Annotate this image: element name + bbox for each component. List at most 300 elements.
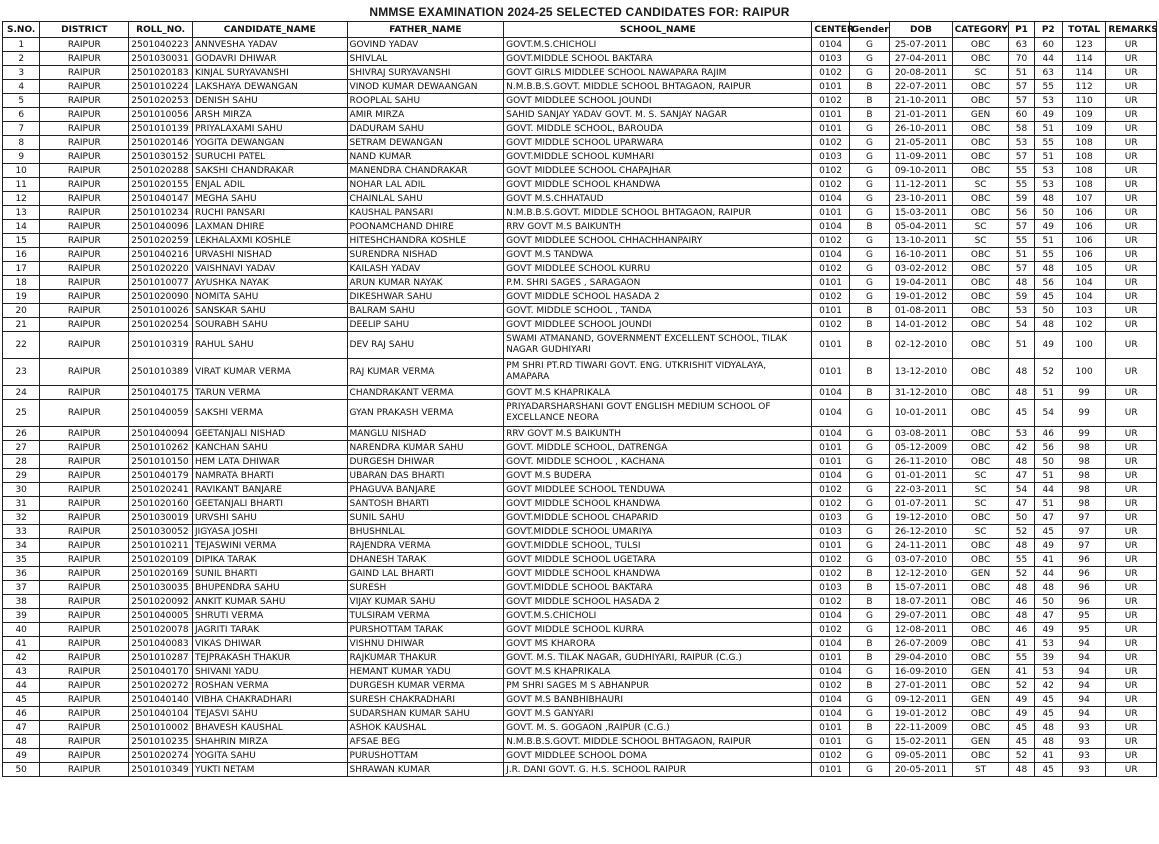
category-cell: SC [952,497,1009,511]
school-name-cell: GOVT MIDDLEE SCHOOL CHAPAJHAR [504,164,812,178]
remarks-cell: UR [1106,581,1157,595]
sno-cell: 33 [3,525,40,539]
school-name-cell: GOVT MIDDLE SCHOOL UGETARA [504,553,812,567]
p2-cell: 53 [1034,637,1062,651]
column-header: CATEGORY [952,22,1009,38]
district-cell: RAIPUR [40,553,129,567]
district-cell: RAIPUR [40,66,129,80]
p1-cell: 51 [1009,332,1034,359]
center-cell: 0103 [812,525,849,539]
candidate-name-cell: ANNVESHA YADAV [192,38,347,52]
school-name-cell: GOVT MIDDLEE SCHOOL KURRU [504,262,812,276]
center-cell: 0102 [812,66,849,80]
remarks-cell: UR [1106,66,1157,80]
center-cell: 0102 [812,483,849,497]
roll-no-cell: 2501010235 [129,735,193,749]
sno-cell: 43 [3,665,40,679]
category-cell: OBC [952,637,1009,651]
dob-cell: 29-07-2011 [890,609,953,623]
remarks-cell: UR [1106,427,1157,441]
father-name-cell: HEMANT KUMAR YADU [347,665,504,679]
total-cell: 97 [1062,525,1105,539]
roll-no-cell: 2501010002 [129,721,193,735]
roll-no-cell: 2501040096 [129,220,193,234]
remarks-cell: UR [1106,455,1157,469]
gender-cell: G [849,234,889,248]
candidate-name-cell: RUCHI PANSARI [192,206,347,220]
father-name-cell: SURENDRA NISHAD [347,248,504,262]
center-cell: 0103 [812,150,849,164]
district-cell: RAIPUR [40,80,129,94]
p1-cell: 70 [1009,52,1034,66]
p2-cell: 51 [1034,234,1062,248]
p2-cell: 47 [1034,511,1062,525]
center-cell: 0101 [812,539,849,553]
gender-cell: B [849,108,889,122]
table-row [3,497,1157,511]
district-cell: RAIPUR [40,38,129,52]
category-cell: OBC [952,122,1009,136]
district-cell: RAIPUR [40,178,129,192]
school-name-cell: GOVT MIDDLE SCHOOL KHANDWA [504,567,812,581]
sno-cell: 38 [3,595,40,609]
roll-no-cell: 2501030019 [129,511,193,525]
category-cell: OBC [952,262,1009,276]
p2-cell: 48 [1034,318,1062,332]
dob-cell: 05-04-2011 [890,220,953,234]
dob-cell: 11-09-2011 [890,150,953,164]
gender-cell: G [849,735,889,749]
center-cell: 0101 [812,206,849,220]
p2-cell: 51 [1034,122,1062,136]
candidate-name-cell: BHUPENDRA SAHU [192,581,347,595]
total-cell: 94 [1062,651,1105,665]
district-cell: RAIPUR [40,665,129,679]
candidate-name-cell: YOGITA SAHU [192,749,347,763]
dob-cell: 31-12-2010 [890,386,953,400]
gender-cell: G [849,609,889,623]
p2-cell: 55 [1034,136,1062,150]
roll-no-cell: 2501010319 [129,332,193,359]
district-cell: RAIPUR [40,386,129,400]
candidate-name-cell: RAVIKANT BANJARE [192,483,347,497]
table-row [3,567,1157,581]
category-cell: OBC [952,276,1009,290]
remarks-cell: UR [1106,400,1157,427]
p1-cell: 55 [1009,164,1034,178]
center-cell: 0102 [812,318,849,332]
sno-cell: 49 [3,749,40,763]
table-row [3,304,1157,318]
candidate-name-cell: ROSHAN VERMA [192,679,347,693]
table-row [3,318,1157,332]
district-cell: RAIPUR [40,567,129,581]
school-name-cell: GOVT.MIDDLE SCHOOL, TULSI [504,539,812,553]
table-row [3,693,1157,707]
dob-cell: 21-10-2011 [890,94,953,108]
category-cell: OBC [952,52,1009,66]
school-name-cell: GOVT. MIDDLE SCHOOL, BAROUDA [504,122,812,136]
table-row [3,749,1157,763]
father-name-cell: ROOPLAL SAHU [347,94,504,108]
p2-cell: 48 [1034,735,1062,749]
category-cell: OBC [952,623,1009,637]
sno-cell: 8 [3,136,40,150]
father-name-cell: SETRAM DEWANGAN [347,136,504,150]
dob-cell: 18-07-2011 [890,595,953,609]
candidate-name-cell: GEETANJALI BHARTI [192,497,347,511]
gender-cell: G [849,427,889,441]
p1-cell: 45 [1009,400,1034,427]
category-cell: OBC [952,80,1009,94]
remarks-cell: UR [1106,150,1157,164]
remarks-cell: UR [1106,595,1157,609]
candidate-name-cell: DIPIKA TARAK [192,553,347,567]
sno-cell: 28 [3,455,40,469]
roll-no-cell: 2501010224 [129,80,193,94]
candidate-name-cell: NOMITA SAHU [192,290,347,304]
remarks-cell: UR [1106,693,1157,707]
gender-cell: G [849,150,889,164]
column-header: S.NO. [3,22,40,38]
sno-cell: 47 [3,721,40,735]
remarks-cell: UR [1106,108,1157,122]
category-cell: GEN [952,735,1009,749]
school-name-cell: GOVT M.S KHAPRIKALA [504,386,812,400]
p1-cell: 63 [1009,38,1034,52]
category-cell: OBC [952,609,1009,623]
p1-cell: 50 [1009,511,1034,525]
sno-cell: 25 [3,400,40,427]
p2-cell: 47 [1034,609,1062,623]
district-cell: RAIPUR [40,318,129,332]
total-cell: 98 [1062,483,1105,497]
p1-cell: 58 [1009,122,1034,136]
father-name-cell: GAIND LAL BHARTI [347,567,504,581]
roll-no-cell: 2501020109 [129,553,193,567]
category-cell: SC [952,469,1009,483]
dob-cell: 19-01-2012 [890,707,953,721]
father-name-cell: PHAGUVA BANJARE [347,483,504,497]
father-name-cell: PURSHOTTAM TARAK [347,623,504,637]
roll-no-cell: 2501020274 [129,749,193,763]
school-name-cell: GOVT.MIDDLE SCHOOL UMARIYA [504,525,812,539]
total-cell: 98 [1062,469,1105,483]
p2-cell: 49 [1034,332,1062,359]
category-cell: SC [952,234,1009,248]
dob-cell: 09-10-2011 [890,164,953,178]
table-row [3,595,1157,609]
category-cell: OBC [952,290,1009,304]
remarks-cell: UR [1106,469,1157,483]
sno-cell: 34 [3,539,40,553]
sno-cell: 39 [3,609,40,623]
gender-cell: G [849,525,889,539]
dob-cell: 26-11-2010 [890,455,953,469]
sno-cell: 19 [3,290,40,304]
district-cell: RAIPUR [40,721,129,735]
remarks-cell: UR [1106,623,1157,637]
sno-cell: 9 [3,150,40,164]
column-header: TOTAL [1062,22,1105,38]
dob-cell: 19-01-2012 [890,290,953,304]
remarks-cell: UR [1106,721,1157,735]
dob-cell: 16-10-2011 [890,248,953,262]
gender-cell: G [849,136,889,150]
roll-no-cell: 2501020090 [129,290,193,304]
sno-cell: 37 [3,581,40,595]
gender-cell: B [849,637,889,651]
remarks-cell: UR [1106,94,1157,108]
table-row [3,735,1157,749]
candidate-name-cell: YOGITA DEWANGAN [192,136,347,150]
gender-cell: B [849,679,889,693]
category-cell: OBC [952,651,1009,665]
district-cell: RAIPUR [40,707,129,721]
total-cell: 93 [1062,721,1105,735]
total-cell: 93 [1062,735,1105,749]
father-name-cell: SUNIL SAHU [347,511,504,525]
candidate-name-cell: SAKSHI VERMA [192,400,347,427]
father-name-cell: VINOD KUMAR DEWAANGAN [347,80,504,94]
category-cell: OBC [952,332,1009,359]
total-cell: 94 [1062,637,1105,651]
column-header: ROLL_NO. [129,22,193,38]
district-cell: RAIPUR [40,192,129,206]
district-cell: RAIPUR [40,693,129,707]
table-row [3,400,1157,427]
p1-cell: 53 [1009,304,1034,318]
candidate-name-cell: JAGRITI TARAK [192,623,347,637]
total-cell: 95 [1062,623,1105,637]
p1-cell: 46 [1009,595,1034,609]
dob-cell: 09-05-2011 [890,749,953,763]
district-cell: RAIPUR [40,94,129,108]
father-name-cell: RAJKUMAR THAKUR [347,651,504,665]
center-cell: 0102 [812,567,849,581]
gender-cell: B [849,332,889,359]
p2-cell: 50 [1034,206,1062,220]
gender-cell: G [849,192,889,206]
school-name-cell: GOVT. M. S. GOGAON ,RAIPUR (C.G.) [504,721,812,735]
gender-cell: B [849,567,889,581]
p2-cell: 48 [1034,581,1062,595]
remarks-cell: UR [1106,386,1157,400]
father-name-cell: NARENDRA KUMAR SAHU [347,441,504,455]
sno-cell: 27 [3,441,40,455]
dob-cell: 27-04-2011 [890,52,953,66]
father-name-cell: TULSIRAM VERMA [347,609,504,623]
category-cell: SC [952,178,1009,192]
column-header: P1 [1009,22,1034,38]
remarks-cell: UR [1106,497,1157,511]
school-name-cell: N.M.B.B.S.GOVT. MIDDLE SCHOOL BHTAGAON, RAIPUR [504,206,812,220]
school-name-cell: GOVT M.S.CHHATAUD [504,192,812,206]
table-row [3,262,1157,276]
remarks-cell: UR [1106,318,1157,332]
father-name-cell: SHIVRAJ SURYAVANSHI [347,66,504,80]
center-cell: 0104 [812,192,849,206]
table-row [3,721,1157,735]
gender-cell: B [849,595,889,609]
p2-cell: 45 [1034,693,1062,707]
candidate-name-cell: BHAVESH KAUSHAL [192,721,347,735]
column-header: P2 [1034,22,1062,38]
gender-cell: G [849,122,889,136]
candidate-name-cell: SHRUTI VERMA [192,609,347,623]
center-cell: 0104 [812,707,849,721]
father-name-cell: ASHOK KAUSHAL [347,721,504,735]
roll-no-cell: 2501020146 [129,136,193,150]
remarks-cell: UR [1106,511,1157,525]
total-cell: 98 [1062,441,1105,455]
p2-cell: 56 [1034,441,1062,455]
center-cell: 0103 [812,511,849,525]
remarks-cell: UR [1106,525,1157,539]
total-cell: 99 [1062,386,1105,400]
column-header: Gender [849,22,889,38]
candidate-name-cell: SHAHRIN MIRZA [192,735,347,749]
gender-cell: B [849,651,889,665]
remarks-cell: UR [1106,248,1157,262]
table-row [3,386,1157,400]
candidate-name-cell: VAISHNAVI YADAV [192,262,347,276]
district-cell: RAIPUR [40,735,129,749]
category-cell: OBC [952,749,1009,763]
table-row [3,679,1157,693]
p2-cell: 49 [1034,108,1062,122]
sno-cell: 42 [3,651,40,665]
roll-no-cell: 2501010211 [129,539,193,553]
total-cell: 114 [1062,52,1105,66]
p2-cell: 54 [1034,400,1062,427]
total-cell: 94 [1062,665,1105,679]
roll-no-cell: 2501040104 [129,707,193,721]
gender-cell: G [849,469,889,483]
total-cell: 108 [1062,136,1105,150]
father-name-cell: NOHAR LAL ADIL [347,178,504,192]
father-name-cell: GYAN PRAKASH VERMA [347,400,504,427]
table-row [3,707,1157,721]
dob-cell: 01-08-2011 [890,304,953,318]
table-row [3,192,1157,206]
table-row [3,150,1157,164]
p2-cell: 53 [1034,665,1062,679]
total-cell: 94 [1062,679,1105,693]
p2-cell: 50 [1034,595,1062,609]
district-cell: RAIPUR [40,511,129,525]
dob-cell: 03-02-2012 [890,262,953,276]
school-name-cell: PRIYADARSHARSHANI GOVT ENGLISH MEDIUM SCHOOL OF EXCELLANCE NEORA [504,400,812,427]
remarks-cell: UR [1106,304,1157,318]
p2-cell: 53 [1034,164,1062,178]
dob-cell: 09-12-2011 [890,693,953,707]
center-cell: 0102 [812,234,849,248]
center-cell: 0104 [812,400,849,427]
school-name-cell: GOVT M.S BANBHIBHAURI [504,693,812,707]
roll-no-cell: 2501010262 [129,441,193,455]
gender-cell: G [849,749,889,763]
total-cell: 93 [1062,763,1105,777]
father-name-cell: DURGESH KUMAR VERMA [347,679,504,693]
gender-cell: G [849,483,889,497]
center-cell: 0102 [812,595,849,609]
p1-cell: 48 [1009,386,1034,400]
school-name-cell: GOVT MIDDLE SCHOOL KHANDWA [504,178,812,192]
remarks-cell: UR [1106,707,1157,721]
total-cell: 104 [1062,276,1105,290]
category-cell: OBC [952,136,1009,150]
center-cell: 0102 [812,679,849,693]
school-name-cell: GOVT. M.S. TILAK NAGAR, GUDHIYARI, RAIPUR (C.G.) [504,651,812,665]
father-name-cell: SHRAWAN KUMAR [347,763,504,777]
p2-cell: 51 [1034,150,1062,164]
p2-cell: 50 [1034,455,1062,469]
district-cell: RAIPUR [40,332,129,359]
sno-cell: 23 [3,359,40,386]
gender-cell: G [849,38,889,52]
gender-cell: G [849,52,889,66]
p2-cell: 55 [1034,80,1062,94]
school-name-cell: GOVT M.S BUDERA [504,469,812,483]
father-name-cell: RAJENDRA VERMA [347,539,504,553]
candidate-name-cell: KANCHAN SAHU [192,441,347,455]
gender-cell: B [849,94,889,108]
district-cell: RAIPUR [40,651,129,665]
total-cell: 104 [1062,290,1105,304]
center-cell: 0104 [812,693,849,707]
p1-cell: 55 [1009,553,1034,567]
candidate-name-cell: TEJPRAKASH THAKUR [192,651,347,665]
table-row [3,609,1157,623]
school-name-cell: GOVT.MIDDLE SCHOOL CHAPARID [504,511,812,525]
gender-cell: B [849,359,889,386]
sno-cell: 40 [3,623,40,637]
category-cell: SC [952,220,1009,234]
p2-cell: 55 [1034,248,1062,262]
category-cell: OBC [952,511,1009,525]
district-cell: RAIPUR [40,763,129,777]
district-cell: RAIPUR [40,455,129,469]
p2-cell: 41 [1034,749,1062,763]
candidate-name-cell: DENISH SAHU [192,94,347,108]
sno-cell: 1 [3,38,40,52]
table-row [3,427,1157,441]
father-name-cell: KAUSHAL PANSARI [347,206,504,220]
father-name-cell: SURESH CHAKRADHARI [347,693,504,707]
category-cell: GEN [952,693,1009,707]
remarks-cell: UR [1106,567,1157,581]
p2-cell: 42 [1034,679,1062,693]
p2-cell: 45 [1034,707,1062,721]
remarks-cell: UR [1106,290,1157,304]
column-header: SCHOOL_NAME [504,22,812,38]
dob-cell: 14-01-2012 [890,318,953,332]
school-name-cell: GOVT MIDDLEE SCHOOL JOUNDI [504,318,812,332]
p1-cell: 48 [1009,581,1034,595]
table-row [3,80,1157,94]
remarks-cell: UR [1106,234,1157,248]
school-name-cell: P.M. SHRI SAGES , SARAGAON [504,276,812,290]
sno-cell: 3 [3,66,40,80]
sno-cell: 4 [3,80,40,94]
table-row [3,581,1157,595]
gender-cell: G [849,455,889,469]
p2-cell: 51 [1034,386,1062,400]
district-cell: RAIPUR [40,427,129,441]
table-row [3,248,1157,262]
remarks-cell: UR [1106,80,1157,94]
